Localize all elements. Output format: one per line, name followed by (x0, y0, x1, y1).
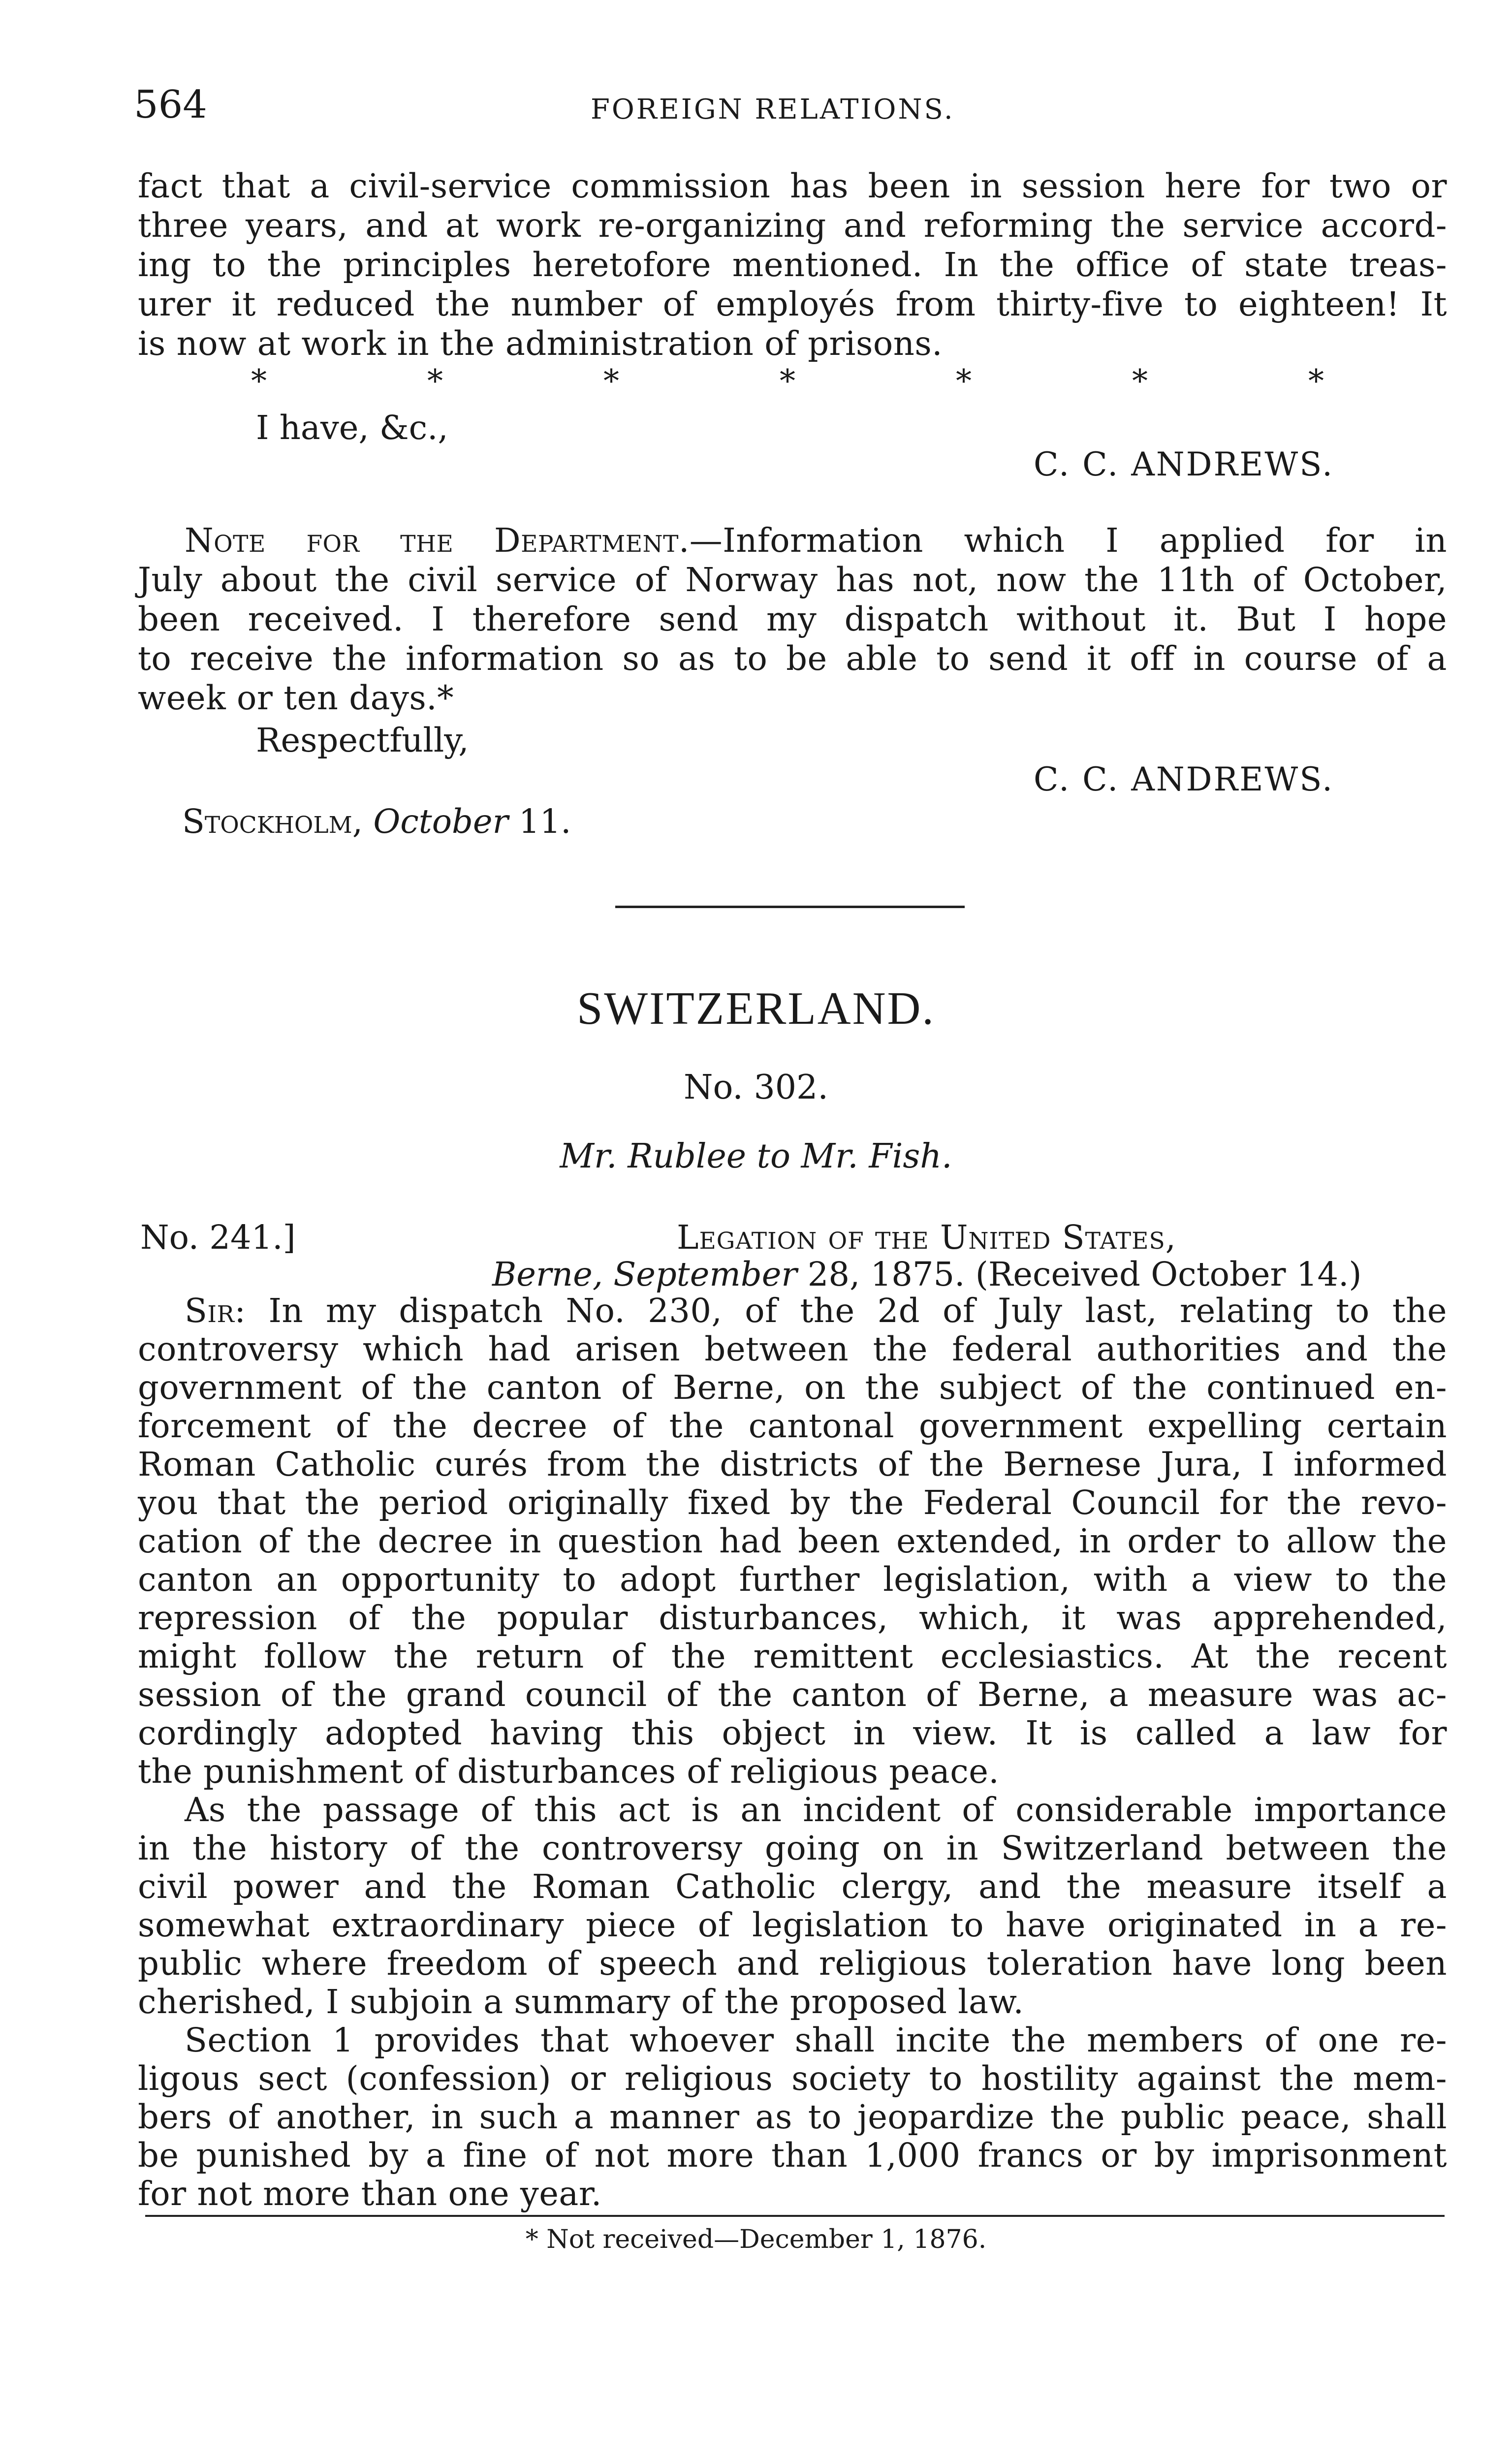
text-line: Section 1 provides that whoever shall incite the members of one re- (185, 2021, 1447, 2059)
text-line: fact that a civil-service commission has been in session here for two or (138, 167, 1447, 205)
text-line: cordingly adopted having this object in view. It is called a law for (138, 1714, 1447, 1752)
text-line: you that the period originally fixed by the Federal Council for the revo- (138, 1483, 1447, 1522)
dispatch-number: No. 241.] (140, 1218, 296, 1257)
note-place: Stockholm, (182, 802, 363, 841)
text-line: controversy which had arisen between the federal authorities and the (138, 1330, 1447, 1368)
dispatch-date-rest: 28, 1875. (Received October 14.) (807, 1255, 1362, 1294)
note-first-line-rest: —Information which I applied for in (689, 521, 1448, 560)
star: * (427, 363, 443, 400)
note-dateline (182, 802, 571, 841)
section-divider (615, 906, 965, 908)
note-salutation: Respectfully, (256, 721, 469, 759)
note-first-line (138, 521, 1448, 560)
salutation: Sir: (185, 1292, 246, 1330)
legation-line: Legation of the United States, (677, 1218, 1176, 1257)
text-line: somewhat extraordinary piece of legislation to have originated in a re- (138, 1906, 1447, 1944)
star: * (780, 363, 795, 400)
text-line: is now at work in the administration of prisons. (138, 324, 943, 363)
page-number: 564 (134, 83, 207, 127)
text-line: Roman Catholic curés from the districts of the Bernese Jura, I informed (138, 1445, 1447, 1483)
text-line: public where freedom of speech and religious toleration have long been (138, 1944, 1447, 1983)
footnote: * Not received—December 1, 1876. (525, 2225, 987, 2254)
text-line: ing to the principles heretofore mentioned. In the office of state treas- (138, 246, 1447, 284)
footnote-rule (145, 2215, 1445, 2217)
note-lead: Note for the Department. (185, 521, 690, 560)
note-signature: C. C. ANDREWS. (1034, 760, 1334, 798)
text-line: bers of another, in such a manner as to jeopardize the public peace, shall (138, 2098, 1447, 2136)
section-title: SWITZERLAND. (577, 983, 935, 1034)
text-line: cation of the decree in question had been extended, in order to allow the (138, 1522, 1447, 1560)
text-line: As the passage of this act is an incident of considerable importance (185, 1791, 1447, 1829)
text-line: to receive the information so as to be able to send it off in course of a (138, 639, 1447, 678)
text-line: might follow the return of the remittent ecclesiastics. At the recent (138, 1637, 1447, 1675)
closing-salutation: I have, &c., (256, 409, 448, 447)
text-line: been received. I therefore send my dispatch without it. But I hope (138, 600, 1447, 638)
dispatch-place: Berne, (492, 1255, 603, 1294)
text-line: government of the canton of Berne, on the subject of the continued en- (138, 1368, 1447, 1407)
text-line: the punishment of disturbances of religious peace. (138, 1752, 1000, 1791)
text-line: civil power and the Roman Catholic clergy, and the measure itself a (138, 1867, 1447, 1906)
text-line: for not more than one year. (138, 2175, 602, 2213)
text-line: three years, and at work re-organizing and reforming the service accord- (138, 206, 1447, 245)
text-line: July about the civil service of Norway has not, now the 11th of October, (138, 561, 1447, 599)
text-line: forcement of the decree of the cantonal government expelling certain (138, 1407, 1447, 1445)
star: * (603, 363, 619, 400)
signature: C. C. ANDREWS. (1034, 445, 1334, 483)
text-line: session of the grand council of the canton of Berne, a measure was ac- (138, 1675, 1447, 1714)
star: * (1132, 363, 1148, 400)
text-line: in the history of the controversy going on in Switzerland between the (138, 1829, 1447, 1867)
body-first-line-rest: In my dispatch No. 230, of the 2d of July last, relating to the (268, 1292, 1447, 1330)
star: * (251, 363, 267, 400)
star: * (956, 363, 972, 400)
body-first-line (138, 1292, 1447, 1330)
dispatch-dateline (492, 1255, 1362, 1294)
star: * (1308, 363, 1324, 400)
dispatch-date: September (613, 1255, 797, 1294)
text-line: repression of the popular disturbances, which, it was apprehended, (138, 1599, 1447, 1637)
document-heading: Mr. Rublee to Mr. Fish. (560, 1137, 952, 1176)
text-line: urer it reduced the number of employés from thirty-five to eighteen! It (138, 285, 1447, 323)
text-line: ligous sect (confession) or religious society to hostility against the mem- (138, 2059, 1447, 2098)
note-date-day: 11. (518, 802, 571, 841)
note-date: October (373, 802, 508, 841)
text-line: cherished, I subjoin a summary of the proposed law. (138, 1983, 1024, 2021)
document-number: No. 302. (684, 1068, 828, 1107)
text-line: week or ten days.* (138, 679, 454, 717)
text-line: canton an opportunity to adopt further legislation, with a view to the (138, 1560, 1447, 1599)
running-title: FOREIGN RELATIONS. (591, 94, 955, 126)
ellipsis-stars (251, 363, 1324, 400)
text-line: be punished by a fine of not more than 1,000 francs or by imprisonment (138, 2136, 1447, 2175)
